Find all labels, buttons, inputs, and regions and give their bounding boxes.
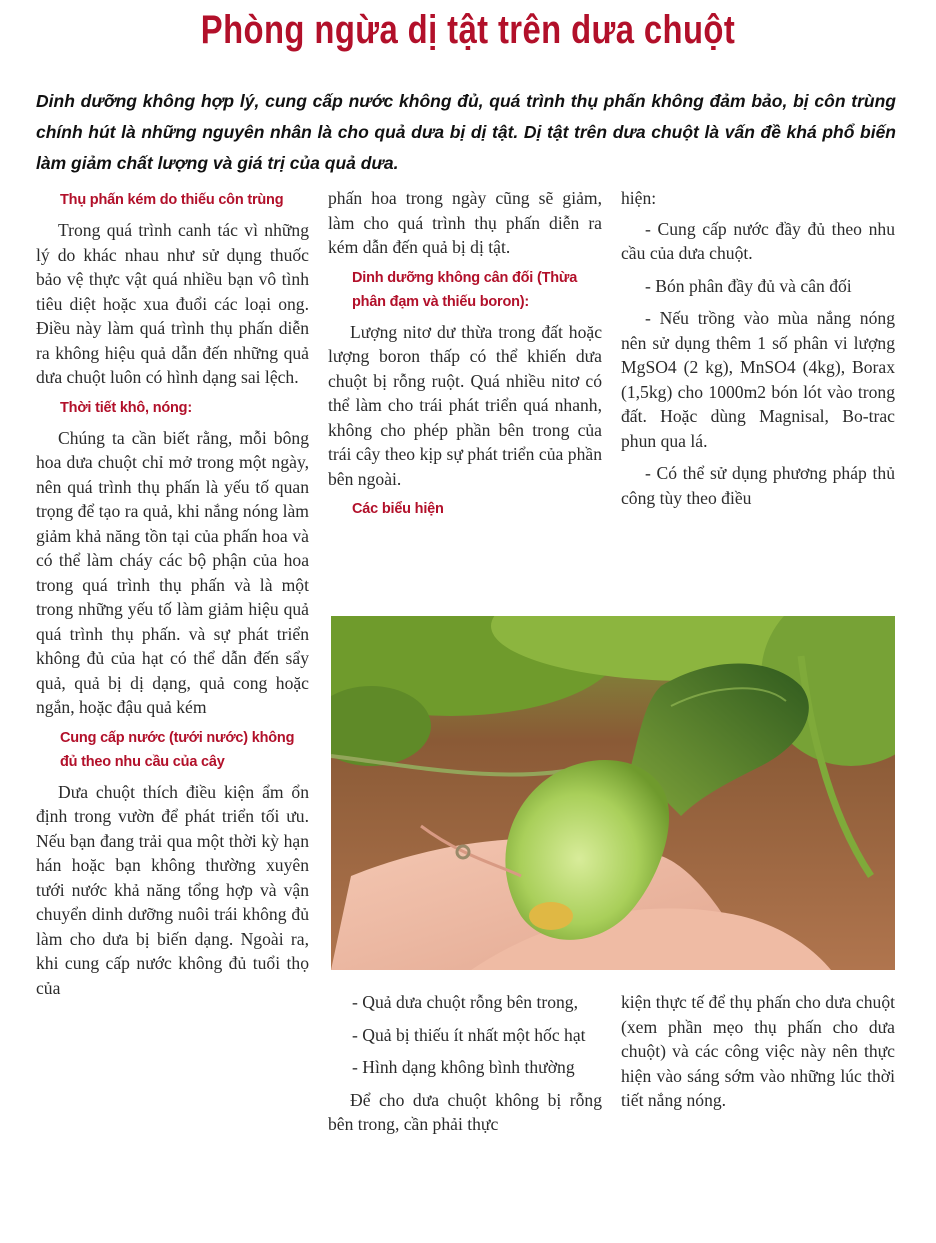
list-item: - Có thể sử dụng phương pháp thủ công tùy theo điều <box>621 463 895 508</box>
paragraph: Chúng ta cần biết rằng, mỗi bông hoa dưa chuột chỉ mở trong một ngày, nên quá trình thụ phấn là yếu tố quan trọng để tạo ra quả, khi nắng nóng làm giảm khả năng tồn tại của phấn hoa và có thể làm cháy các bộ phận của hoa trong quá trình thụ phấn và là một trong những yếu tố làm giảm hiệu quả quá trình thụ phấn. và sự phát triển không đủ của hạt có thể dẫn đến sẩy quả, quả bị dị dạng, quả cong hoặc ngắn, hoặc đậu quả kém <box>36 427 309 717</box>
column-4 <box>328 990 602 1143</box>
list-item: - Bón phân đầy đủ và cân đối <box>645 275 852 296</box>
list-item: - Nếu trồng vào mùa nắng nóng nên sử dụng thêm 1 số phân vi lượng MgSO4 (2 kg), MnSO4 (4kg), Borax (1,5kg) cho 1000m2 bón lót vào trong đất. Hoặc dùng Magnisal, Bo-trac phun qua lá. <box>621 308 895 451</box>
list-item: - Quả dưa chuột rỗng bên trong, <box>352 992 578 1012</box>
article-title: Phòng ngừa dị tật trên dưa chuột <box>200 8 736 52</box>
article-lead: Dinh dưỡng không hợp lý, cung cấp nước không đủ, quá trình thụ phấn không đảm bảo, bị côn trùng chính hút là những nguyên nhân là cho quả dưa bị dị tật. Dị tật trên dưa chuột là vấn đề khá phổ biến làm giảm chất lượng và giá trị của quả dưa. <box>36 91 896 173</box>
list-item: - Cung cấp nước đầy đủ theo nhu cầu của dưa chuột. <box>621 218 895 263</box>
column-3 <box>621 186 895 518</box>
paragraph: phấn hoa trong ngày cũng sẽ giảm, làm cho quá trình thụ phấn diễn ra kém dẫn đến quả bị dị tật. <box>328 188 602 257</box>
paragraph: Dưa chuột thích điều kiện ẩm ổn định trong vườn để phát triển tối ưu. Nếu bạn đang trải qua một thời kỳ hạn hán hoặc bạn không thường xuyên tưới nước khả năng tổng hợp và vận chuyển dinh dưỡng nuôi trái không đủ làm cho dưa bị biến dạng. Ngoài ra, khi cung cấp nước không đủ tuổi thọ của <box>36 781 309 998</box>
paragraph: Lượng nitơ dư thừa trong đất hoặc lượng boron thấp có thể khiến dưa chuột bị rỗng ruột. Quá nhiều nitơ có thể làm cho trái phát triển quá nhanh, không cho phép phần bên trong của trái cây theo kịp sự phát triển của phần bên ngoài. <box>328 321 602 489</box>
list-item: - Quả bị thiếu ít nhất một hốc hạt <box>352 1024 586 1045</box>
subheading-pollination: Thụ phấn kém do thiếu côn trùng <box>60 192 284 208</box>
subheading-nutrition: Dinh dưỡng không cân đối (Thừa phân đạm và thiếu boron): <box>352 269 578 310</box>
column-1 <box>36 186 309 1006</box>
column-5 <box>621 990 895 1119</box>
column-2 <box>328 186 602 527</box>
subheading-symptoms: Các biểu hiện <box>352 501 444 517</box>
paragraph: hiện: <box>621 188 657 208</box>
subheading-water: Cung cấp nước (tưới nước) không đủ theo nhu cầu của cây <box>60 729 295 770</box>
paragraph: Để cho dưa chuột không bị rỗng bên trong, cần phải thực <box>328 1089 602 1134</box>
cucumber-photo <box>331 616 895 970</box>
list-item: - Hình dạng không bình thường <box>352 1057 575 1077</box>
subheading-weather: Thời tiết khô, nóng: <box>60 399 192 416</box>
paragraph: kiện thực tế để thụ phấn cho dưa chuột (xem phần mẹo thụ phấn cho dưa chuột) và các công việc này nên thực hiện vào sáng sớm vào những lúc thời tiết nắng nóng. <box>621 992 895 1110</box>
paragraph: Trong quá trình canh tác vì những lý do khác nhau như sử dụng thuốc bảo vệ thực vật quá nhiều bạn vô tình tiêu diệt hoặc xua đuổi các loại ong. Điều này làm quá trình thụ phấn diễn ra không hiệu quả dẫn đến những quả dưa chuột luôn có hình dạng sai lệch. <box>36 220 309 387</box>
